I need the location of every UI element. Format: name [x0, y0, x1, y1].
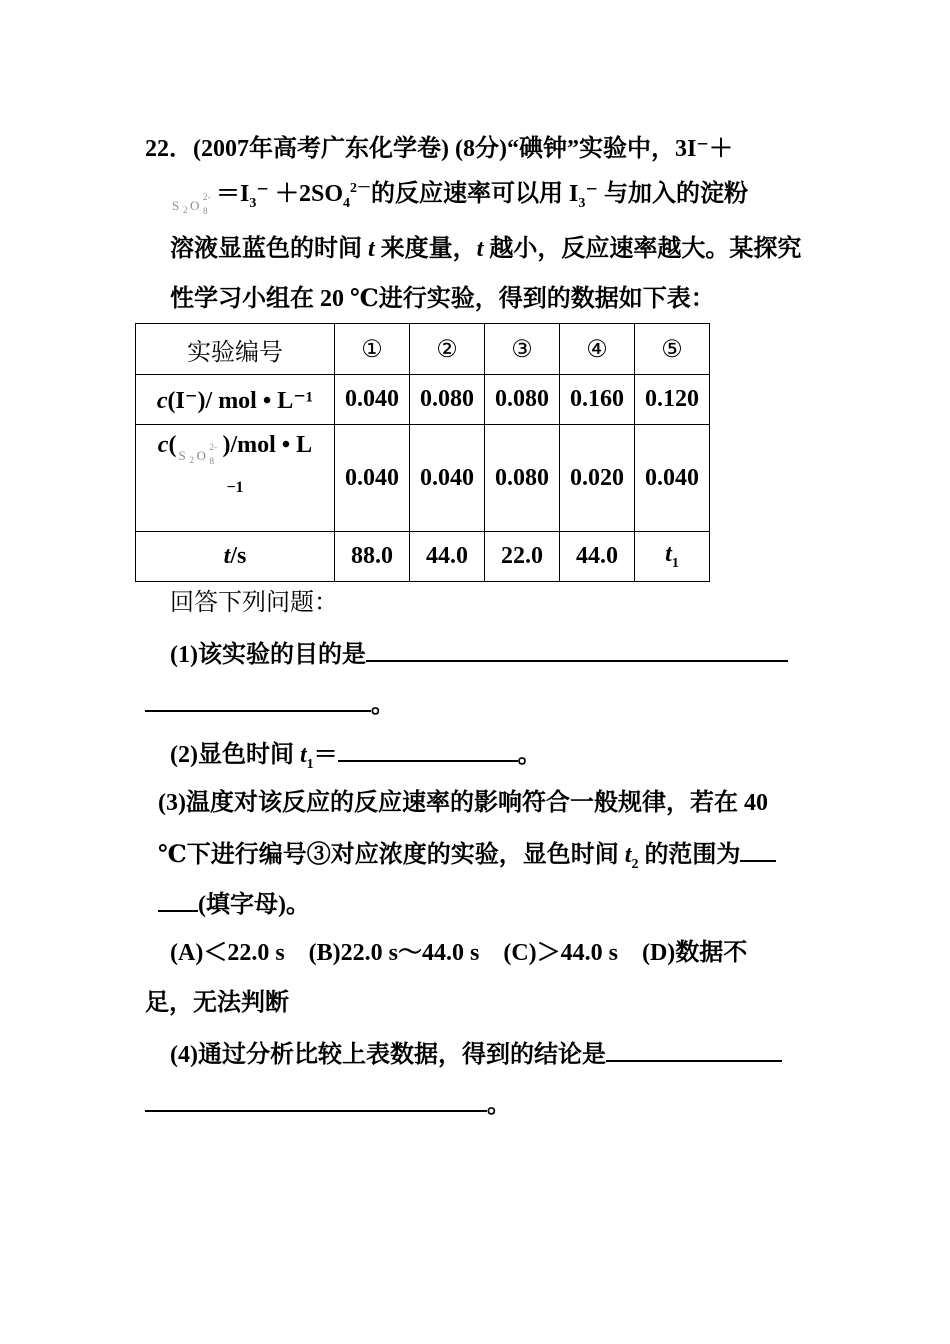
table-cell: 0.160 [560, 375, 635, 425]
s2o8-formula: S 2 O 8 2- [172, 192, 211, 217]
question-line-1 [145, 134, 733, 164]
question-3: (3)温度对该反应的反应速率的影响符合一般规律，若在 40 [158, 790, 768, 816]
question-4-cont: 。 [145, 1088, 511, 1120]
question-1: (1)该实验的目的是 [170, 638, 788, 670]
table-cell: 44.0 [410, 532, 485, 582]
question-line-3: 溶液显蓝色的时间 t 来度量，t 越小，反应速率越大。某探究 [170, 236, 802, 262]
table-cell: 0.040 [335, 375, 410, 425]
table-cell: 0.080 [485, 425, 560, 532]
data-table [135, 323, 710, 582]
question-3-line-3: (填字母)。 [158, 888, 310, 920]
answer-blank-2[interactable] [338, 738, 518, 762]
answer-blank-3-cont[interactable] [158, 888, 198, 912]
s2o8-formula: S 2 O 8 2- [178, 442, 217, 467]
question-1-cont: 。 [145, 688, 395, 720]
table-cell: $t_1$ [635, 532, 710, 582]
question-text: 22．(2007年高考广东化学卷) (8分)“碘钟”实验中，3I⁻＋ [145, 136, 733, 162]
table-cell: 0.020 [560, 425, 635, 532]
table-cell: 0.040 [335, 425, 410, 532]
table-cell: 0.120 [635, 375, 710, 425]
row-label: c(I⁻)/ mol • L⁻¹ [136, 375, 335, 425]
answer-blank-4[interactable] [606, 1038, 782, 1062]
answer-blank-1-cont[interactable] [145, 688, 371, 712]
options: (A)＜22.0 s (B)22.0 s～44.0 s (C)＞44.0 s (D)数据不 [170, 940, 748, 966]
table-header-row [136, 324, 710, 375]
table-cell: 22.0 [485, 532, 560, 582]
table-row [136, 425, 710, 532]
table-row [136, 532, 710, 582]
question-2: (2)显色时间 $t_1=$ 。 [170, 738, 542, 780]
table-header: ③ [485, 324, 560, 375]
table-header: ⑤ [635, 324, 710, 375]
table-header-label: 实验编号 [136, 324, 335, 375]
row-label: t/s [136, 532, 335, 582]
answer-blank-1[interactable] [366, 638, 788, 662]
answer-blank-4-cont[interactable] [145, 1088, 487, 1112]
table-cell: 0.040 [410, 425, 485, 532]
table-cell: 0.080 [485, 375, 560, 425]
answer-blank-3[interactable] [740, 838, 776, 862]
table-cell: 0.040 [635, 425, 710, 532]
question-3-line-2: ℃下进行编号③对应浓度的实验，显色时间 $t_2$ 的范围为 [158, 838, 776, 880]
question-line-4: 性学习小组在 20 ℃进行实验，得到的数据如下表： [170, 286, 715, 312]
table-header: ① [335, 324, 410, 375]
row-label: c( S 2 O 8 2- )/mol • L $_{-1}$ [136, 425, 335, 532]
answers-intro: 回答下列问题： [170, 590, 338, 616]
table-header: ② [410, 324, 485, 375]
table-row [136, 375, 710, 425]
table-cell: 88.0 [335, 532, 410, 582]
table-cell: 0.080 [410, 375, 485, 425]
question-line-2: S 2 O 8 2- $=I_3^- +2SO_4^{2-}$的反应速率可以用 $I_3^-$ 与加入的淀粉 [172, 181, 749, 217]
question-4: (4)通过分析比较上表数据，得到的结论是 [170, 1038, 782, 1070]
options-cont: 足，无法判断 [145, 990, 289, 1016]
table-header: ④ [560, 324, 635, 375]
table-cell: 44.0 [560, 532, 635, 582]
